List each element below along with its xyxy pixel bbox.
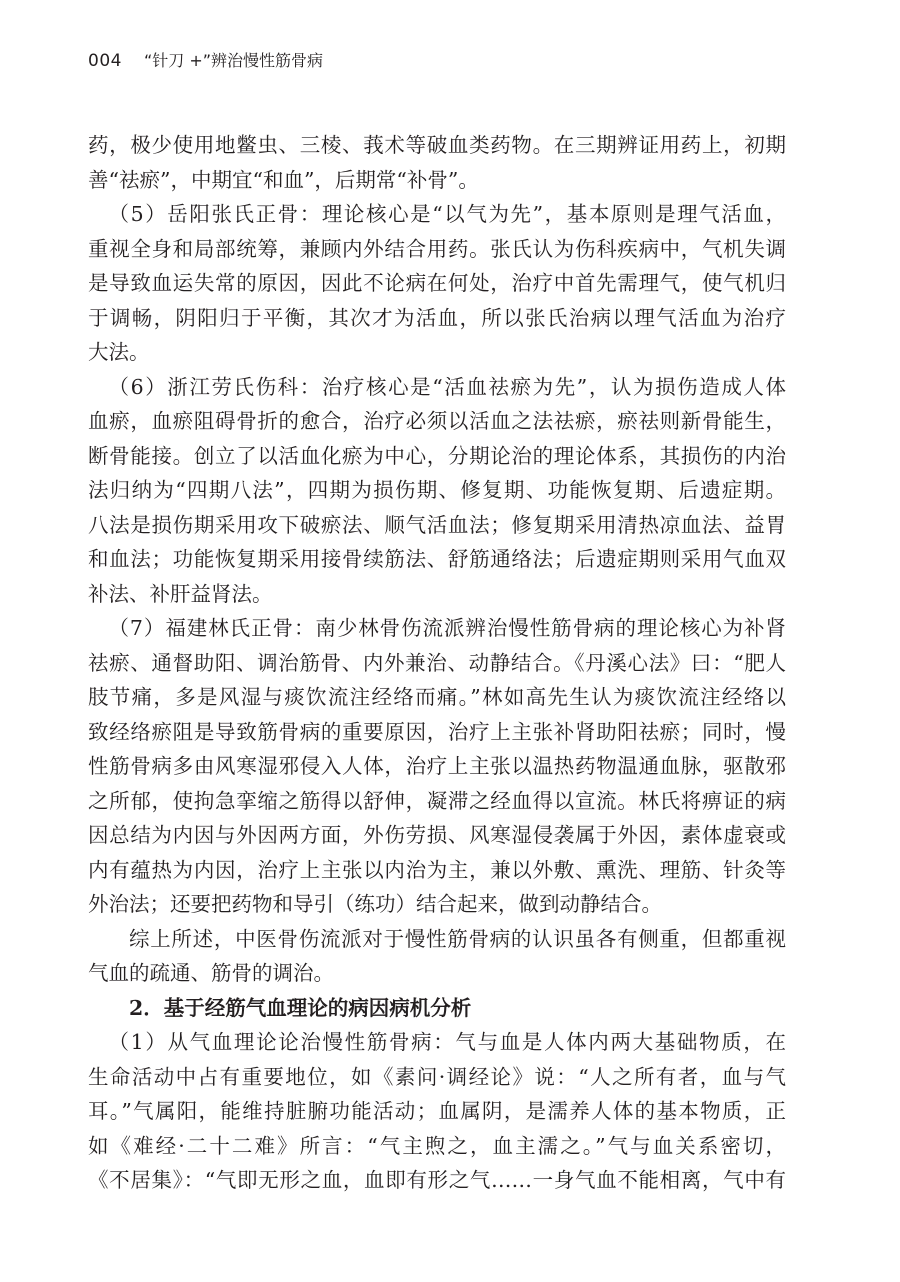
text-line: 耳。”气属阳，能维持脏腑功能活动；血属阴，是濡养人体的基本物质，正 — [88, 1099, 786, 1123]
page-body — [88, 128, 786, 1198]
text-line: 八法是损伤期采用攻下破瘀法、顺气活血法；修复期采用清热凉血法、益胃 — [88, 512, 786, 537]
text-line: 祛瘀、通督助阳、调治筋骨、内外兼治、动静结合。《丹溪心法》曰：“肥人 — [88, 650, 786, 675]
text-line: 大法。 — [88, 340, 150, 364]
paragraph — [88, 197, 786, 370]
text-line: 血瘀，血瘀阻碍骨折的愈合，治疗必须以活血之法祛瘀，瘀祛则新骨能生， — [88, 409, 786, 433]
text-line: 是导致血运失常的原因，因此不论病在何处，治疗中首先需理气，使气机归 — [88, 271, 786, 295]
text-line: （1）从气血理论论治慢性筋骨病：气与血是人体内两大基础物质，在 — [108, 1030, 786, 1054]
paragraph — [88, 611, 786, 922]
text-line: 如《难经·二十二难》所言：“气主煦之，血主濡之。”气与血关系密切， — [88, 1133, 786, 1158]
page-number: 004 — [88, 51, 122, 71]
text-line: （5）岳阳张氏正骨：理论核心是“以气为先”，基本原则是理气活血， — [108, 202, 786, 226]
book-title: “针刀 +”辨治慢性筋骨病 — [143, 51, 324, 70]
running-header — [88, 50, 323, 72]
text-line: 内有蕴热为内因，治疗上主张以内治为主，兼以外敷、熏洗、理筋、针灸等 — [88, 857, 786, 882]
text-line: 之所郁，使拘急挛缩之筋得以舒伸，凝滞之经血得以宣流。林氏将痹证的病 — [88, 788, 786, 813]
paragraph — [88, 922, 786, 991]
text-line: 致经络瘀阻是导致筋骨病的重要原因，治疗上主张补肾助阳祛瘀；同时，慢 — [88, 719, 786, 744]
text-line: 肢节痛，多是风湿与痰饮流注经络而痛。”林如高先生认为痰饮流注经络以 — [88, 685, 786, 709]
text-line: 善“祛瘀”，中期宜“和血”，后期常“补骨”。 — [88, 167, 479, 192]
text-line: 补法、补肝益肾法。 — [88, 581, 273, 606]
text-line: 和血法；功能恢复期采用接骨续筋法、舒筋通络法；后遗症期则采用气血双 — [88, 547, 786, 571]
text-line: 断骨能接。创立了以活血化瘀为中心，分期论治的理论体系，其损伤的内治 — [88, 443, 786, 468]
text-line: 《不居集》：“气即无形之血，血即有形之气……一身气血不能相离，气中有 — [88, 1168, 786, 1192]
text-line: 气血的疏通、筋骨的调治。 — [88, 961, 334, 985]
text-line: （7）福建林氏正骨：南少林骨伤流派辨治慢性筋骨病的理论核心为补肾 — [108, 616, 786, 640]
paragraph — [88, 370, 786, 612]
text-line: 生命活动中占有重要地位，如《素问·调经论》说：“人之所有者，血与气 — [88, 1064, 786, 1089]
text-line: 于调畅，阴阳归于平衡，其次才为活血，所以张氏治病以理气活血为治疗 — [88, 305, 786, 330]
text-line: 因总结为内因与外因两方面，外伤劳损、风寒湿侵袭属于外因，素体虚衰或 — [88, 823, 786, 847]
text-line: 外治法；还要把药物和导引（练功）结合起来，做到动静结合。 — [88, 892, 662, 916]
text-line: （6）浙江劳氏伤科：治疗核心是“活血祛瘀为先”，认为损伤造成人体 — [108, 374, 786, 399]
paragraph — [88, 128, 786, 197]
text-line: 重视全身和局部统筹，兼顾内外结合用药。张氏认为伤科疾病中，气机失调 — [88, 236, 786, 261]
section-heading: 2．基于经筋气血理论的病因病机分析 — [129, 995, 472, 1020]
text-line: 性筋骨病多由风寒湿邪侵入人体，治疗上主张以温热药物温通血脉，驱散邪 — [88, 754, 786, 778]
text-line: 综上所述，中医骨伤流派对于慢性筋骨病的认识虽各有侧重，但都重视 — [129, 926, 786, 951]
text-line: 法归纳为“四期八法”，四期为损伤期、修复期、功能恢复期、后遗症期。 — [88, 478, 786, 502]
text-line: 药，极少使用地鳖虫、三棱、莪术等破血类药物。在三期辨证用药上，初期 — [88, 133, 786, 157]
paragraph — [88, 1025, 786, 1198]
